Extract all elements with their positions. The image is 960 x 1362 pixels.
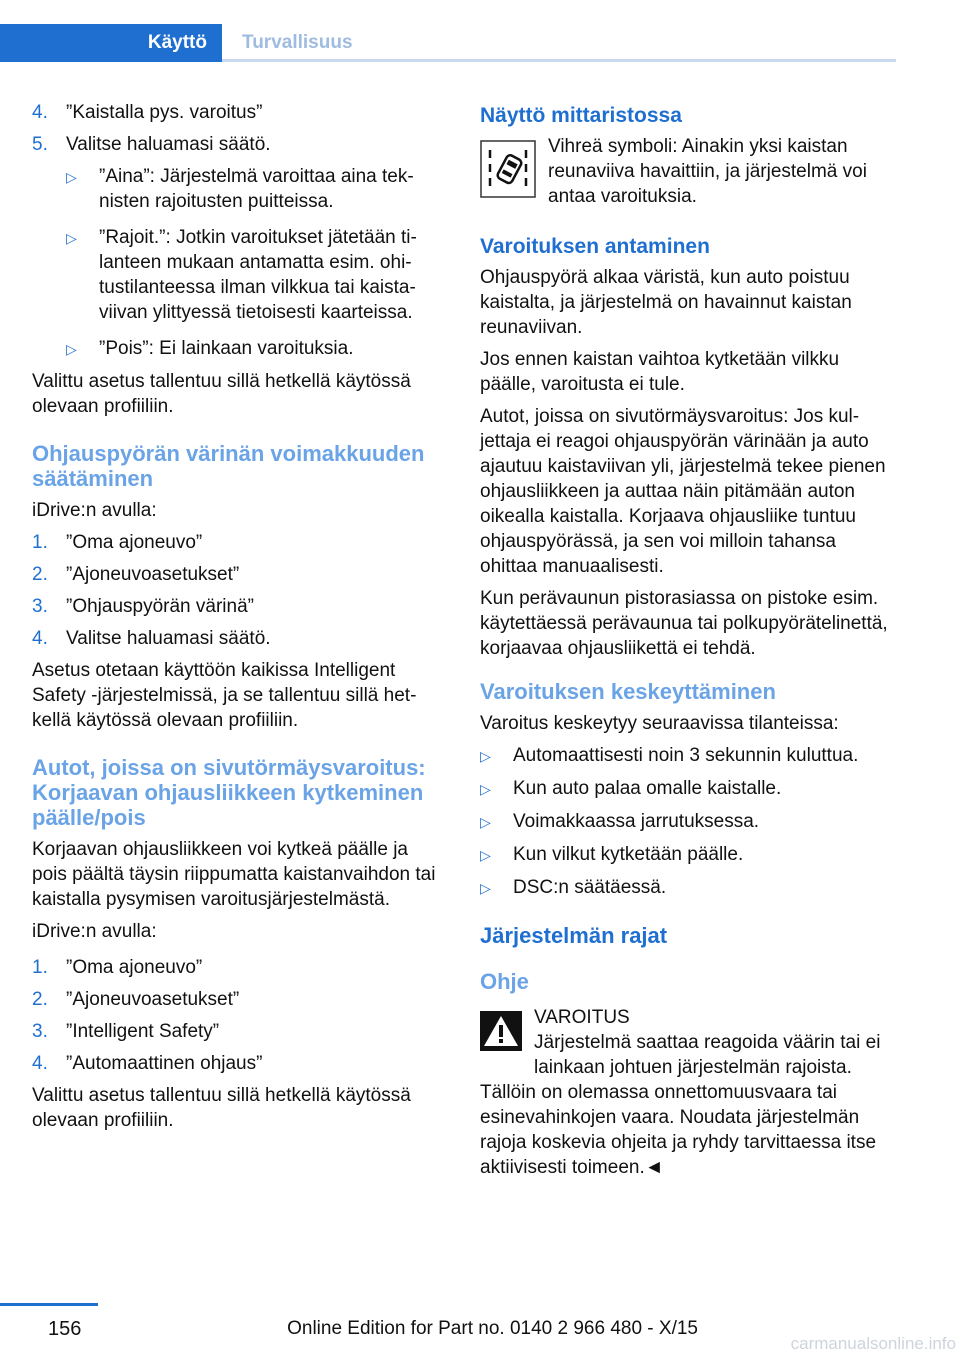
list-text: Valitse haluamasi säätö. [66,134,271,155]
list-number: 5. [32,134,48,155]
bullet-item [66,336,440,362]
bullet-triangle-icon: ▷ [66,341,77,357]
warning-triangle-icon [480,1011,522,1051]
list-number: 4. [32,102,48,123]
list-item [32,530,440,555]
section-heading: Ohjauspyörän värinän voimakkuuden säätäminen [32,441,425,491]
bullet-item [66,164,440,214]
list-number: 3. [32,1021,48,1042]
bullet-text: ”Pois”: Ei lainkaan varoituksia. [99,338,354,359]
list-number: 2. [32,989,48,1010]
bullet-text: Kun auto palaa omalle kaistalle. [513,778,782,799]
list-item [32,1051,440,1076]
right-column [480,100,898,1187]
bullet-item [480,842,898,868]
display-symbol-block [480,134,898,216]
bullet-text: Kun vilkut kytketään päälle. [513,844,744,865]
footer-divider [0,1303,98,1306]
bullet-triangle-icon: ▷ [480,781,491,797]
list-text: ”Ohjauspyörän värinä” [66,596,254,617]
list-text: ”Ajoneuvoasetukset” [66,564,240,585]
section-heading: Näyttö mittaristossa [480,104,682,127]
bullet-item [480,875,898,901]
list-text: ”Oma ajoneuvo” [66,532,203,553]
watermark: carmanualsonline.info [790,1334,956,1353]
edition-text: Online Edition for Part no. 0140 2 966 480 - X/15 [287,1318,698,1339]
page-header [0,0,960,62]
list-item [32,987,440,1012]
section-heading: Varoituksen keskeyttäminen [480,679,776,704]
section-heading: Ohje [480,969,529,994]
bullet-text: Automaattisesti noin 3 sekunnin kuluttua. [513,745,859,766]
bullet-triangle-icon: ▷ [480,880,491,896]
paragraph: iDrive:n avulla: [32,921,157,942]
bullet-text: ”Rajoit.”: Jotkin varoitukset jätetään tilanteen mukaan antamatta esim. ohitustilanteessa ilman vilkkua tai kaistaviivan ylittyessä tietoisesti kaarteissa. [99,227,417,323]
left-column [32,100,440,1140]
list-number: 1. [32,957,48,978]
list-item [32,626,440,651]
paragraph: Varoitus keskeytyy seuraavissa tilanteissa: [480,713,839,734]
bullet-text: DSC:n säätäessä. [513,877,667,898]
paragraph: Valittu asetus tallentuu sillä hetkellä käytössä olevaan profiiliin. [32,1085,411,1131]
warning-title: VAROITUS [534,1007,630,1028]
bullet-triangle-icon: ▷ [480,748,491,764]
bullet-triangle-icon: ▷ [480,814,491,830]
paragraph: Autot, joissa on sivutörmäysvaroitus: Jos kuljettaja ei reagoi ohjauspyörän värinään ja auto ajautuu kaistaviivan yli, järjestelmä tekee pienen ohjausliikkeen ja auttaa näin pitämään auton oikealla kaistalla. Korjaava ohjausliike tuntuu ohjauspyörässä, ja sen voi milloin tahansa ohittaa manuaalisesti. [480,406,886,577]
list-number: 4. [32,628,48,649]
section-heading: Järjestelmän rajat [480,923,668,948]
bullet-triangle-icon: ▷ [66,169,77,185]
bullet-text: ”Aina”: Järjestelmä varoittaa aina teknisten rajoitusten puitteissa. [99,166,414,212]
list-number: 2. [32,564,48,585]
list-text: ”Oma ajoneuvo” [66,957,203,978]
bullet-item [480,743,898,769]
list-number: 3. [32,596,48,617]
paragraph: Vihreä symboli: Ainakin yksi kaistan reunaviiva havaittiin, ja järjestelmä voi antaa varoituksia. [548,136,867,207]
bullet-item [480,776,898,802]
list-text: ”Kaistalla pys. varoitus” [66,102,263,123]
list-item [32,132,440,157]
paragraph: Ohjauspyörä alkaa väristä, kun auto poistuu kaistalta, ja järjestelmä on havainnut kaistan reunaviivan. [480,267,852,338]
paragraph: Asetus otetaan käyttöön kaikissa Intelligent Safety -järjestelmissä, ja se tallentuu sillä hetkellä käytössä olevaan profiiliin. [32,660,417,731]
paragraph: Kun perävaunun pistorasiassa on pistoke esim. käytettäessä perävaunua tai polkupyörätelinettä, korjaavaa ohjausliikettä ei tehdä. [480,588,888,659]
tab-turvallisuus[interactable]: Turvallisuus [242,32,353,53]
tab-kaytto[interactable]: Käyttö [0,24,222,62]
section-heading: Autot, joissa on sivutörmäysvaroitus: Korjaavan ohjausliikkeen kytkeminen päälle/pois [32,755,426,830]
list-text: Valitse haluamasi säätö. [66,628,271,649]
paragraph: Valittu asetus tallentuu sillä hetkellä käytössä olevaan profiiliin. [32,371,411,417]
list-item [32,594,440,619]
list-item [32,955,440,980]
bullet-item [480,809,898,835]
list-number: 4. [32,1053,48,1074]
paragraph: iDrive:n avulla: [32,500,157,521]
lane-departure-icon [480,140,536,198]
bullet-item [66,225,440,325]
warning-block [480,1005,898,1187]
bullet-triangle-icon: ▷ [66,230,77,246]
bullet-triangle-icon: ▷ [480,847,491,863]
warning-text: Järjestelmä saattaa reagoida väärin tai ei lainkaan johtuen järjestelmän rajoista. Tällöin on olemassa onnettomuusvaara tai esinevahinkojen vaara. Noudata järjestelmän rajoja koskevia ohjeita ja ryhdy tarvittaessa itse aktiivisesti toimeen.◄ [480,1032,881,1178]
page-number: 156 [48,1318,82,1340]
sub-bullet-list [66,164,440,362]
list-text: ”Automaattinen ohjaus” [66,1053,263,1074]
list-text: ”Intelligent Safety” [66,1021,220,1042]
section-heading: Varoituksen antaminen [480,235,710,258]
list-item [32,1019,440,1044]
list-text: ”Ajoneuvoasetukset” [66,989,240,1010]
paragraph: Korjaavan ohjausliikkeen voi kytkeä päälle ja pois päältä täysin riippumatta kaistanvaihdon tai kaistalla pysymisen varoitusjärjestelmästä. [32,839,436,910]
paragraph: Jos ennen kaistan vaihtoa kytketään vilkku päälle, varoitusta ei tule. [480,349,840,395]
bullet-text: Voimakkaassa jarrutuksessa. [513,811,760,832]
list-item [32,562,440,587]
list-item [32,100,440,125]
list-number: 1. [32,532,48,553]
header-divider [222,59,896,62]
